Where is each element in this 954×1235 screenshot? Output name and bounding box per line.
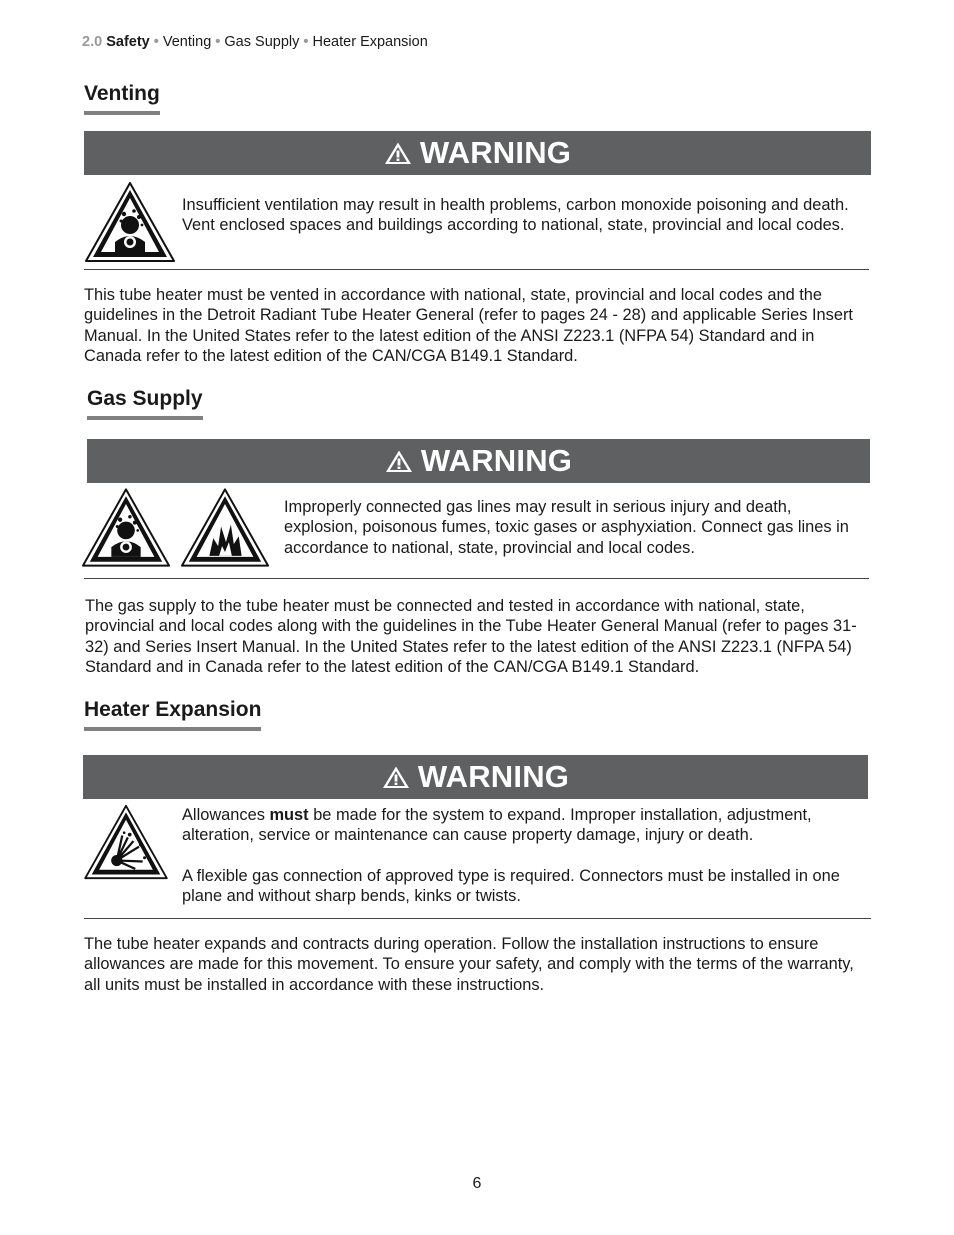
alert-triangle-icon	[385, 449, 413, 473]
venting-warning-text: Insufficient ventilation may result in health problems, carbon monoxide poisoning and death. Vent enclosed spaces and buildings according to national, state, provincial and local codes.	[182, 196, 849, 235]
warning-text-segment: be made for the system to expand. Improper installation, adjustment, alteration, service or maintenance can cause property damage, injury or death.	[182, 806, 812, 845]
heater-expansion-heading	[84, 698, 261, 731]
alert-triangle-icon	[382, 765, 410, 789]
gas-supply-body-text: The gas supply to the tube heater must be connected and tested in accordance with national, state, provincial and local codes along with the guidelines in the Tube Heater General Manual (refer to pages 31-32) and Series Insert Manual. In the United States refer to the latest edition of the ANSI Z223.1 (NFPA 54) Standard and in Canada refer to the latest edition of the CAN/CGA B149.1 Standard.	[85, 597, 857, 677]
breadcrumb-item-venting: Venting	[162, 34, 212, 50]
breadcrumb-item-heater-expansion: Heater Expansion	[312, 34, 428, 50]
gas-supply-warning-text: Improperly connected gas lines may result in serious injury and death, explosion, poisonous fumes, toxic gases or asphyxiation. Connect gas lines in accordance to national, state, provincial and local codes.	[284, 498, 849, 557]
heater-expansion-heading-underline	[84, 727, 261, 731]
heater-expansion-warning-text	[182, 805, 872, 907]
page-number: 6	[472, 1175, 482, 1192]
warning-emphasis: must	[269, 806, 309, 824]
heater-expansion-warning-label: WARNING	[417, 759, 570, 794]
venting-warning-divider	[84, 269, 869, 270]
gas-supply-warning-label: WARNING	[420, 443, 573, 478]
venting-heading-text: Venting	[84, 82, 160, 105]
breadcrumb-item-gas-supply: Gas Supply	[224, 34, 300, 50]
toxic-fumes-hazard-icon	[81, 487, 171, 568]
breadcrumb-separator: •	[303, 34, 309, 50]
breadcrumb-separator: •	[153, 34, 159, 50]
venting-heading-underline	[84, 111, 160, 115]
heater-expansion-warning-divider	[84, 918, 871, 919]
toxic-fumes-hazard-icon	[84, 181, 176, 263]
venting-body-text: This tube heater must be vented in accordance with national, state, provincial and local codes and the guidelines in the Detroit Radiant Tube Heater General (refer to pages 24 - 28) and applicable Series Insert Manual. In the United States refer to the latest edition of the ANSI Z223.1 (NFPA 54) Standard and in Canada refer to the latest edition of the CAN/CGA B149.1 Standard.	[84, 286, 853, 366]
explosion-hazard-icon	[83, 804, 169, 880]
venting-warning-bar	[84, 131, 871, 175]
alert-triangle-icon	[384, 141, 412, 165]
venting-heading	[84, 82, 160, 115]
fire-hazard-icon	[180, 487, 270, 568]
venting-warning-label: WARNING	[419, 135, 572, 170]
heater-expansion-warning-bar	[83, 755, 868, 799]
gas-supply-heading	[87, 387, 203, 420]
breadcrumb-section-number: 2.0	[82, 34, 103, 50]
heater-expansion-body-text: The tube heater expands and contracts during operation. Follow the installation instructions to ensure allowances are made for this movement. To ensure your safety, and comply with the terms of the warranty, all units must be installed in accordance with these instructions.	[84, 935, 854, 994]
breadcrumb-current: Safety	[106, 34, 150, 50]
warning-text-segment: Allowances	[182, 806, 270, 824]
gas-supply-heading-text: Gas Supply	[87, 387, 203, 410]
gas-supply-heading-underline	[87, 416, 203, 420]
breadcrumb-separator: •	[215, 34, 221, 50]
heater-expansion-heading-text: Heater Expansion	[84, 698, 262, 721]
heater-expansion-warning-paragraph-2: A flexible gas connection of approved type is required. Connectors must be installed in one plane and without sharp bends, kinks or twists.	[182, 866, 840, 906]
heater-expansion-warning-paragraph-1	[182, 805, 872, 846]
gas-supply-warning-divider	[84, 578, 869, 579]
gas-supply-warning-bar	[87, 439, 870, 483]
breadcrumb	[82, 34, 428, 50]
